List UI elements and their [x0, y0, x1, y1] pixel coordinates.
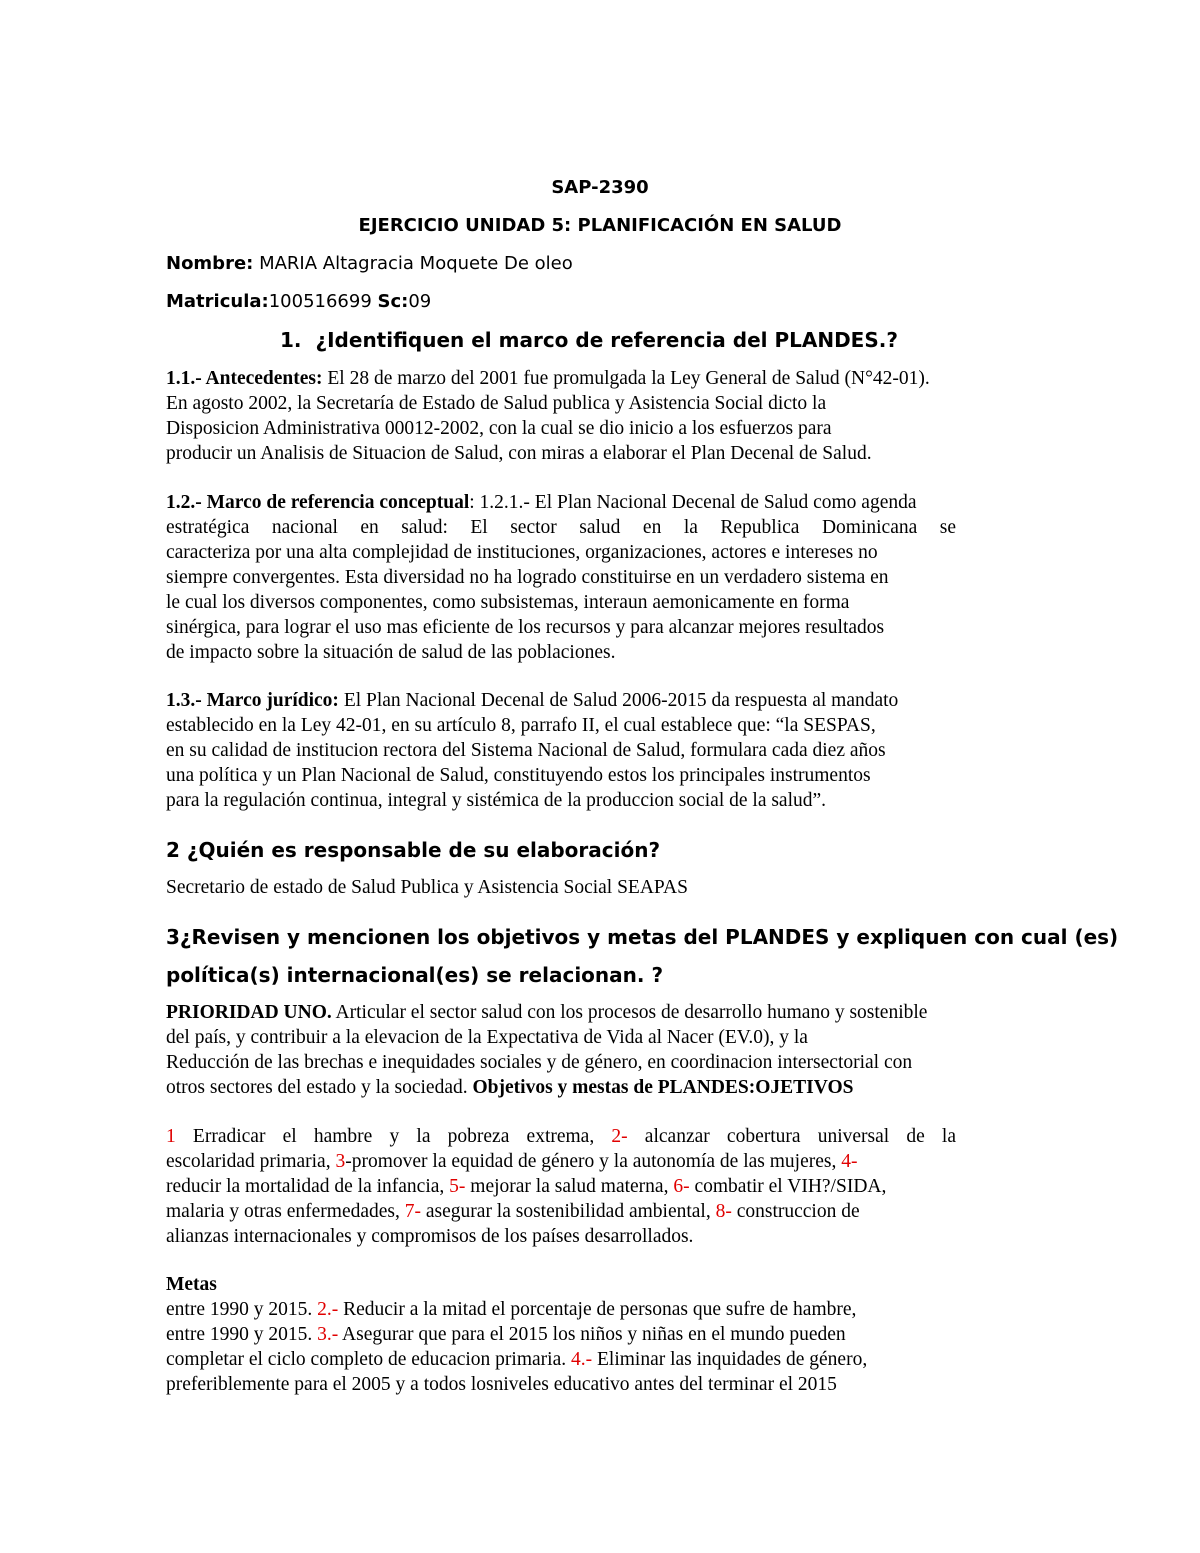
- metas-line-4: preferiblemente para el 2005 y a todos losniveles educativo antes del terminar el 2015: [166, 1374, 837, 1395]
- priority-label: PRIORIDAD UNO.: [166, 1002, 332, 1023]
- objectives-line-1: 1 Erradicar el hambre y la pobreza extrema, 2- alcanzar cobertura universal de la: [166, 1126, 957, 1147]
- question-3-heading-line-1: 3¿Revisen y mencionen los objetivos y metas del PLANDES y expliquen con cual (es): [166, 925, 1119, 949]
- student-id-line: [166, 290, 431, 314]
- section-1-3-line-4: una política y un Plan Nacional de Salud, constituyendo estos los principales instrumentos: [166, 765, 871, 786]
- section-1-3-label: 1.3.- Marco jurídico:: [166, 690, 339, 711]
- metas-line-3: completar el ciclo completo de educacion primaria. 4.- Eliminar las inquidades de género,: [166, 1349, 868, 1370]
- objectives-label: Objetivos y mestas de PLANDES:OJETIVOS: [472, 1077, 854, 1098]
- name-label: Nombre:: [166, 253, 254, 274]
- id-label: Matricula:: [166, 291, 269, 312]
- section-1-1-line-2: En agosto 2002, la Secretaría de Estado de Salud publica y Asistencia Social dicto la: [166, 393, 827, 414]
- section-1-1-line-3: Disposicion Administrativa 00012-2002, con la cual se dio inicio a los esfuerzos para: [166, 418, 832, 439]
- section-1-3-line-2: establecido en la Ley 42-01, en su artículo 8, parrafo II, el cual establece que: “la SESPAS,: [166, 715, 876, 736]
- section-1-3-line-1: 1.3.- Marco jurídico: El Plan Nacional Decenal de Salud 2006-2015 da respuesta al mandato: [166, 690, 899, 711]
- question-1-title: ¿Identifiquen el marco de referencia del PLANDES.?: [315, 328, 898, 352]
- question-1-number: 1.: [280, 328, 302, 352]
- metas-heading: Metas: [166, 1274, 217, 1295]
- question-2-heading: 2 ¿Quién es responsable de su elaboración?: [166, 838, 661, 862]
- section-label: Sc:: [377, 291, 409, 312]
- course-code: SAP-2390: [551, 177, 649, 198]
- student-name-line: [166, 252, 573, 276]
- section-1-2-line-1: 1.2.- Marco de referencia conceptual: 1.2.1.- El Plan Nacional Decenal de Salud como agenda: [166, 492, 917, 513]
- section-value: 09: [408, 291, 432, 312]
- priority-line-4: otros sectores del estado y la sociedad. Objetivos y mestas de PLANDES:OJETIVOS: [166, 1077, 854, 1098]
- section-1-2-label: 1.2.- Marco de referencia conceptual: [166, 492, 470, 513]
- priority-line-2: del país, y contribuir a la elevacion de la Expectativa de Vida al Nacer (EV.0), y la: [166, 1027, 808, 1048]
- section-1-2-line-4: siempre convergentes. Esta diversidad no ha logrado constituirse en un verdadero sistema en: [166, 567, 889, 588]
- objectives-line-5: alianzas internacionales y compromisos de los países desarrollados.: [166, 1226, 694, 1247]
- section-1-1-label: 1.1.- Antecedentes:: [166, 368, 323, 389]
- section-1-2-line-3: caracteriza por una alta complejidad de instituciones, organizaciones, actores e intereses no: [166, 542, 878, 563]
- question-1-heading: [280, 328, 898, 352]
- metas-line-2: entre 1990 y 2015. 3.- Asegurar que para el 2015 los niños y niñas en el mundo pueden: [166, 1324, 846, 1345]
- section-1-3-line-5: para la regulación continua, integral y sistémica de la produccion social de la salud”.: [166, 790, 827, 811]
- priority-line-1: PRIORIDAD UNO. Articular el sector salud con los procesos de desarrollo humano y sostenible: [166, 1002, 928, 1023]
- objectives-line-2: escolaridad primaria, 3-promover la equidad de género y la autonomía de las mujeres, 4-: [166, 1151, 858, 1172]
- priority-line-3: Reducción de las brechas e inequidades sociales y de género, en coordinacion intersectorial con: [166, 1052, 913, 1073]
- question-2-answer: Secretario de estado de Salud Publica y Asistencia Social SEAPAS: [166, 877, 688, 898]
- section-1-1-line-1: 1.1.- Antecedentes: El 28 de marzo del 2001 fue promulgada la Ley General de Salud (N°42-01).: [166, 368, 930, 389]
- id-value: 100516699: [268, 291, 378, 312]
- objectives-line-4: malaria y otras enfermedades, 7- asegurar la sostenibilidad ambiental, 8- construccion de: [166, 1201, 860, 1222]
- name-value: MARIA Altagracia Moquete De oleo: [253, 253, 573, 274]
- section-1-3-line-3: en su calidad de institucion rectora del Sistema Nacional de Salud, formulara cada diez años: [166, 740, 886, 761]
- section-1-2-line-2: estratégica nacional en salud: El sector salud en la Republica Dominicana se: [166, 517, 956, 538]
- section-1-2-line-6: sinérgica, para lograr el uso mas eficiente de los recursos y para alcanzar mejores resultados: [166, 617, 885, 638]
- section-1-1-line-4: producir un Analisis de Situacion de Salud, con miras a elaborar el Plan Decenal de Salud.: [166, 443, 872, 464]
- objectives-line-3: reducir la mortalidad de la infancia, 5- mejorar la salud materna, 6- combatir el VIH?/SIDA,: [166, 1176, 887, 1197]
- section-1-2-line-5: le cual los diversos componentes, como subsistemas, interaun aemonicamente en forma: [166, 592, 850, 613]
- question-3-heading-line-2: política(s) internacional(es) se relacionan. ?: [166, 963, 664, 987]
- page-title: EJERCICIO UNIDAD 5: PLANIFICACIÓN EN SALUD: [358, 215, 842, 236]
- metas-line-1: entre 1990 y 2015. 2.- Reducir a la mitad el porcentaje de personas que sufre de hambre,: [166, 1299, 857, 1320]
- section-1-2-line-7: de impacto sobre la situación de salud de las poblaciones.: [166, 642, 616, 663]
